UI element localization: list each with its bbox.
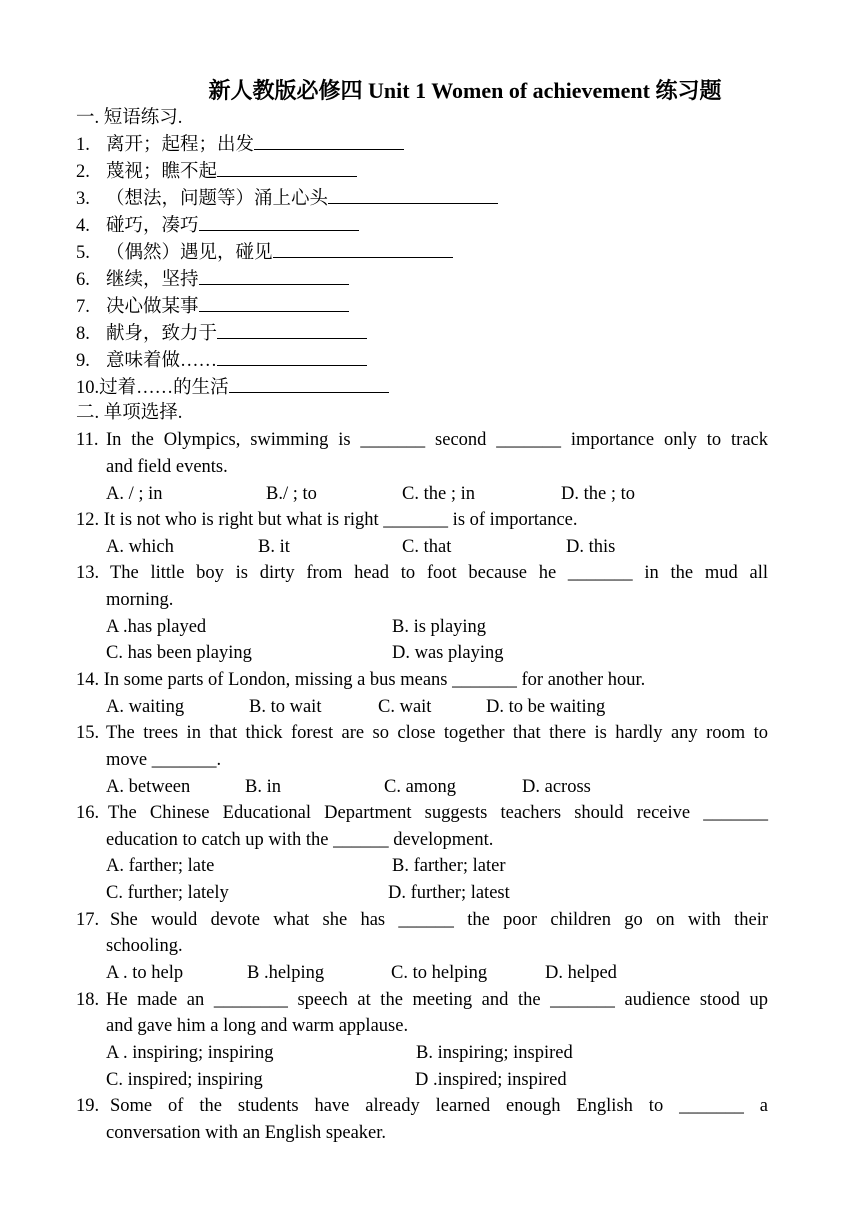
option-d: D. across	[522, 777, 591, 797]
option-b: B./ ; to	[266, 484, 317, 504]
option-d: D. helped	[545, 963, 617, 983]
list-item: 9. 意味着做……	[76, 348, 768, 374]
option-b: B. is playing	[392, 617, 487, 637]
option-b: B. in	[245, 777, 281, 797]
option-d: D .inspired; inspired	[415, 1070, 567, 1090]
section-heading-choice: 二. 单项选择.	[76, 403, 183, 423]
question-15-cont: move _______.	[106, 750, 222, 770]
option-c: C. to helping	[391, 963, 488, 983]
list-item: 6. 继续，坚持	[76, 267, 768, 293]
option-a: A. / ; in	[106, 484, 163, 504]
option-b: B. farther; later	[392, 856, 506, 876]
option-c: C. has been playing	[106, 643, 252, 663]
option-c: C. inspired; inspiring	[106, 1070, 263, 1090]
page-title: 新人教版必修四 Unit 1 Women of achievement 练习题	[208, 78, 722, 103]
option-d: D. to be waiting	[486, 697, 606, 717]
list-item: 3. （想法，问题等）涌上心头	[76, 186, 768, 212]
option-a: A. which	[106, 537, 174, 557]
option-a: A .has played	[106, 617, 207, 637]
question-11-cont: and field events.	[106, 457, 228, 477]
option-c: C. further; lately	[106, 883, 229, 903]
option-c: C. among	[384, 777, 456, 797]
list-item: 10.过着……的生活	[76, 375, 768, 401]
option-b: B. inspiring; inspired	[416, 1043, 573, 1063]
list-item: 1. 离开；起程；出发	[76, 132, 768, 158]
option-d: D. the ; to	[561, 484, 635, 504]
option-b: B. to wait	[249, 697, 322, 717]
question-13-cont: morning.	[106, 590, 174, 610]
option-c: C. that	[402, 537, 452, 557]
question-19-cont: conversation with an English speaker.	[106, 1123, 387, 1143]
question-11: 11. In the Olympics, swimming is _______ second _______ importance only to track	[76, 430, 768, 450]
list-item: 4. 碰巧，凑巧	[76, 213, 768, 239]
option-a: A. between	[106, 777, 191, 797]
question-13: 13. The little boy is dirty from head to foot because he _______ in the mud all	[76, 563, 768, 583]
question-16: 16. The Chinese Educational Department suggests teachers should receive _______	[76, 803, 768, 823]
option-a: A . inspiring; inspiring	[106, 1043, 274, 1063]
option-d: D. further; latest	[388, 883, 510, 903]
option-a: A . to help	[106, 963, 184, 983]
list-item: 8. 献身，致力于	[76, 321, 768, 347]
option-d: D. was playing	[392, 643, 504, 663]
question-19: 19. Some of the students have already learned enough English to _______ a	[76, 1096, 768, 1116]
option-a: A. farther; late	[106, 856, 215, 876]
list-item: 7. 决心做某事	[76, 294, 768, 320]
option-a: A. waiting	[106, 697, 185, 717]
question-17: 17. She would devote what she has ______ the poor children go on with their	[76, 910, 768, 930]
question-12: 12. It is not who is right but what is right _______ is of importance.	[76, 510, 578, 530]
question-17-cont: schooling.	[106, 936, 183, 956]
option-c: C. the ; in	[402, 484, 475, 504]
option-b: B. it	[258, 537, 290, 557]
option-d: D. this	[566, 537, 616, 557]
question-18-cont: and gave him a long and warm applause.	[106, 1016, 409, 1036]
option-b: B .helping	[247, 963, 325, 983]
question-14: 14. In some parts of London, missing a bus means _______ for another hour.	[76, 670, 646, 690]
option-c: C. wait	[378, 697, 432, 717]
section-heading-phrases: 一. 短语练习.	[76, 108, 183, 128]
question-15: 15. The trees in that thick forest are so close together that there is hardly any room to	[76, 723, 768, 743]
list-item: 5. （偶然）遇见，碰见	[76, 240, 768, 266]
question-16-cont: education to catch up with the ______ development.	[106, 830, 494, 850]
list-item: 2. 蔑视；瞧不起	[76, 159, 768, 185]
question-18: 18. He made an ________ speech at the meeting and the _______ audience stood up	[76, 990, 768, 1010]
